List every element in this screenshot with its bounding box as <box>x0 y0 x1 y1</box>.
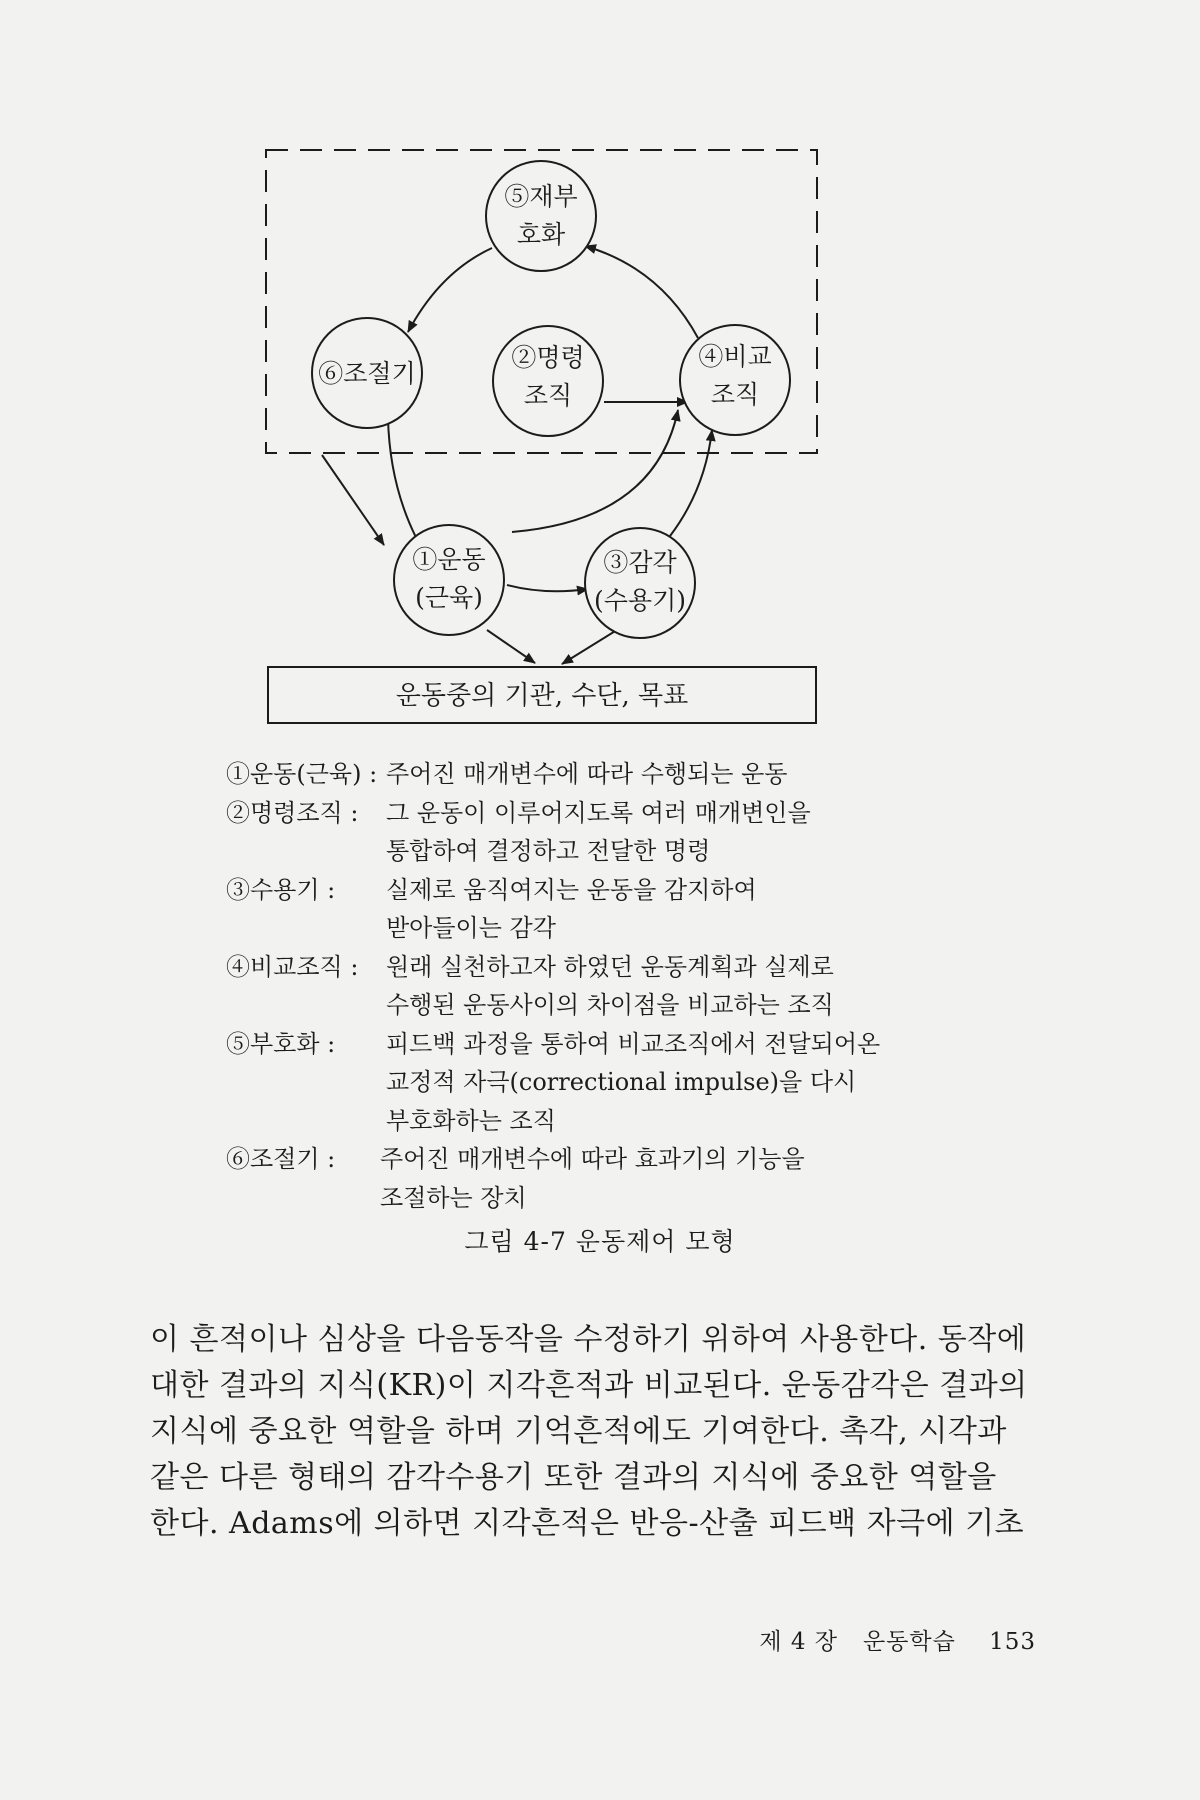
node-motor <box>394 525 504 635</box>
legend-desc-line: 피드백 과정을 통하여 비교조직에서 전달되어온 <box>386 1029 881 1058</box>
environment-box-label: 운동중의 기관, 수단, 목표 <box>395 681 689 711</box>
legend-item-regulator <box>226 1140 986 1217</box>
node-compare <box>680 325 790 435</box>
body-paragraph <box>150 1317 1050 1547</box>
legend-term: ⑤부호화 : <box>226 1029 336 1058</box>
legend-desc-line: 주어진 매개변수에 따라 수행되는 운동 <box>386 760 788 788</box>
legend-term: ①운동(근육) : <box>226 760 378 788</box>
legend-term: ③수용기 : <box>226 875 336 904</box>
arrow-motor-to-box <box>487 630 535 663</box>
figure-legend <box>226 755 986 1217</box>
legend-desc-line: 조절하는 장치 <box>380 1183 527 1212</box>
environment-box <box>268 667 816 723</box>
node-encoding <box>486 161 596 271</box>
node-command <box>493 326 603 436</box>
node-encoding-line1: ⑤재부 <box>504 182 578 211</box>
arrow-motor-to-sensor <box>507 585 588 591</box>
page-footer <box>759 1623 1036 1656</box>
node-command-line1: ②명령 <box>511 343 585 372</box>
legend-term: ⑥조절기 : <box>226 1145 336 1173</box>
motor-control-diagram <box>0 0 1200 760</box>
arrow-encode-to-regulator <box>408 248 492 332</box>
body-line: 대한 결과의 지식(KR)이 지각흔적과 비교된다. 운동감각은 결과의 <box>150 1368 1028 1403</box>
arrow-input-to-motor <box>322 455 384 545</box>
figure-caption: 그림 4-7 운동제어 모형 <box>464 1227 736 1256</box>
footer-chapter-title: 운동학습 <box>862 1629 956 1655</box>
legend-item-encoding <box>226 1025 986 1141</box>
node-sensor <box>585 528 695 638</box>
legend-desc-line: 수행된 운동사이의 차이점을 비교하는 조직 <box>386 991 834 1019</box>
node-regulator-line1: ⑥조절기 <box>318 359 416 388</box>
legend-desc-line: 주어진 매개변수에 따라 효과기의 기능을 <box>380 1145 805 1173</box>
node-command-line2: 조직 <box>523 381 573 410</box>
node-sensor-line1: ③감각 <box>603 548 677 577</box>
node-motor-line2: (근육) <box>415 583 483 612</box>
legend-term: ④비교조직 : <box>226 952 359 981</box>
node-encoding-line2: 호화 <box>516 220 566 249</box>
legend-item-motor <box>226 755 986 794</box>
body-line: 이 흔적이나 심상을 다음동작을 수정하기 위하여 사용한다. 동작에 <box>150 1322 1027 1357</box>
node-sensor-line2: (수용기) <box>594 586 686 615</box>
node-compare-line2: 조직 <box>710 380 760 409</box>
legend-desc-line: 그 운동이 이루어지도록 여러 매개변인을 <box>386 798 811 827</box>
legend-desc-line: 받아들이는 감각 <box>386 914 556 942</box>
legend-desc-line: 부호화하는 조직 <box>386 1106 556 1135</box>
body-line: 한다. Adams에 의하면 지각흔적은 반응-산출 피드백 자극에 기초 <box>150 1506 1025 1541</box>
body-line: 같은 다른 형태의 감각수용기 또한 결과의 지식에 중요한 역할을 <box>150 1460 997 1495</box>
node-motor-line1: ①운동 <box>412 545 486 574</box>
legend-item-receptor <box>226 871 986 948</box>
legend-term: ②명령조직 : <box>226 798 359 827</box>
node-compare-line1: ④비교 <box>698 342 772 371</box>
legend-item-compare <box>226 948 986 1025</box>
legend-desc-line: 통합하여 결정하고 전달한 명령 <box>386 837 711 865</box>
legend-desc-line: 실제로 움직여지는 운동을 감지하여 <box>386 875 757 904</box>
footer-chapter: 제 4 장 <box>759 1629 839 1655</box>
node-regulator <box>312 318 422 428</box>
arrow-sensor-to-compare <box>670 430 712 536</box>
legend-desc-line: 원래 실천하고자 하였던 운동계획과 실제로 <box>386 952 834 981</box>
page-number: 153 <box>989 1629 1036 1655</box>
legend-desc-line: 교정적 자극(correctional impulse)을 다시 <box>386 1068 857 1096</box>
legend-item-command <box>226 794 986 871</box>
arrow-compare-to-encode <box>585 246 698 338</box>
body-line: 지식에 중요한 역할을 하며 기억흔적에도 기여한다. 촉각, 시각과 <box>150 1414 1007 1449</box>
